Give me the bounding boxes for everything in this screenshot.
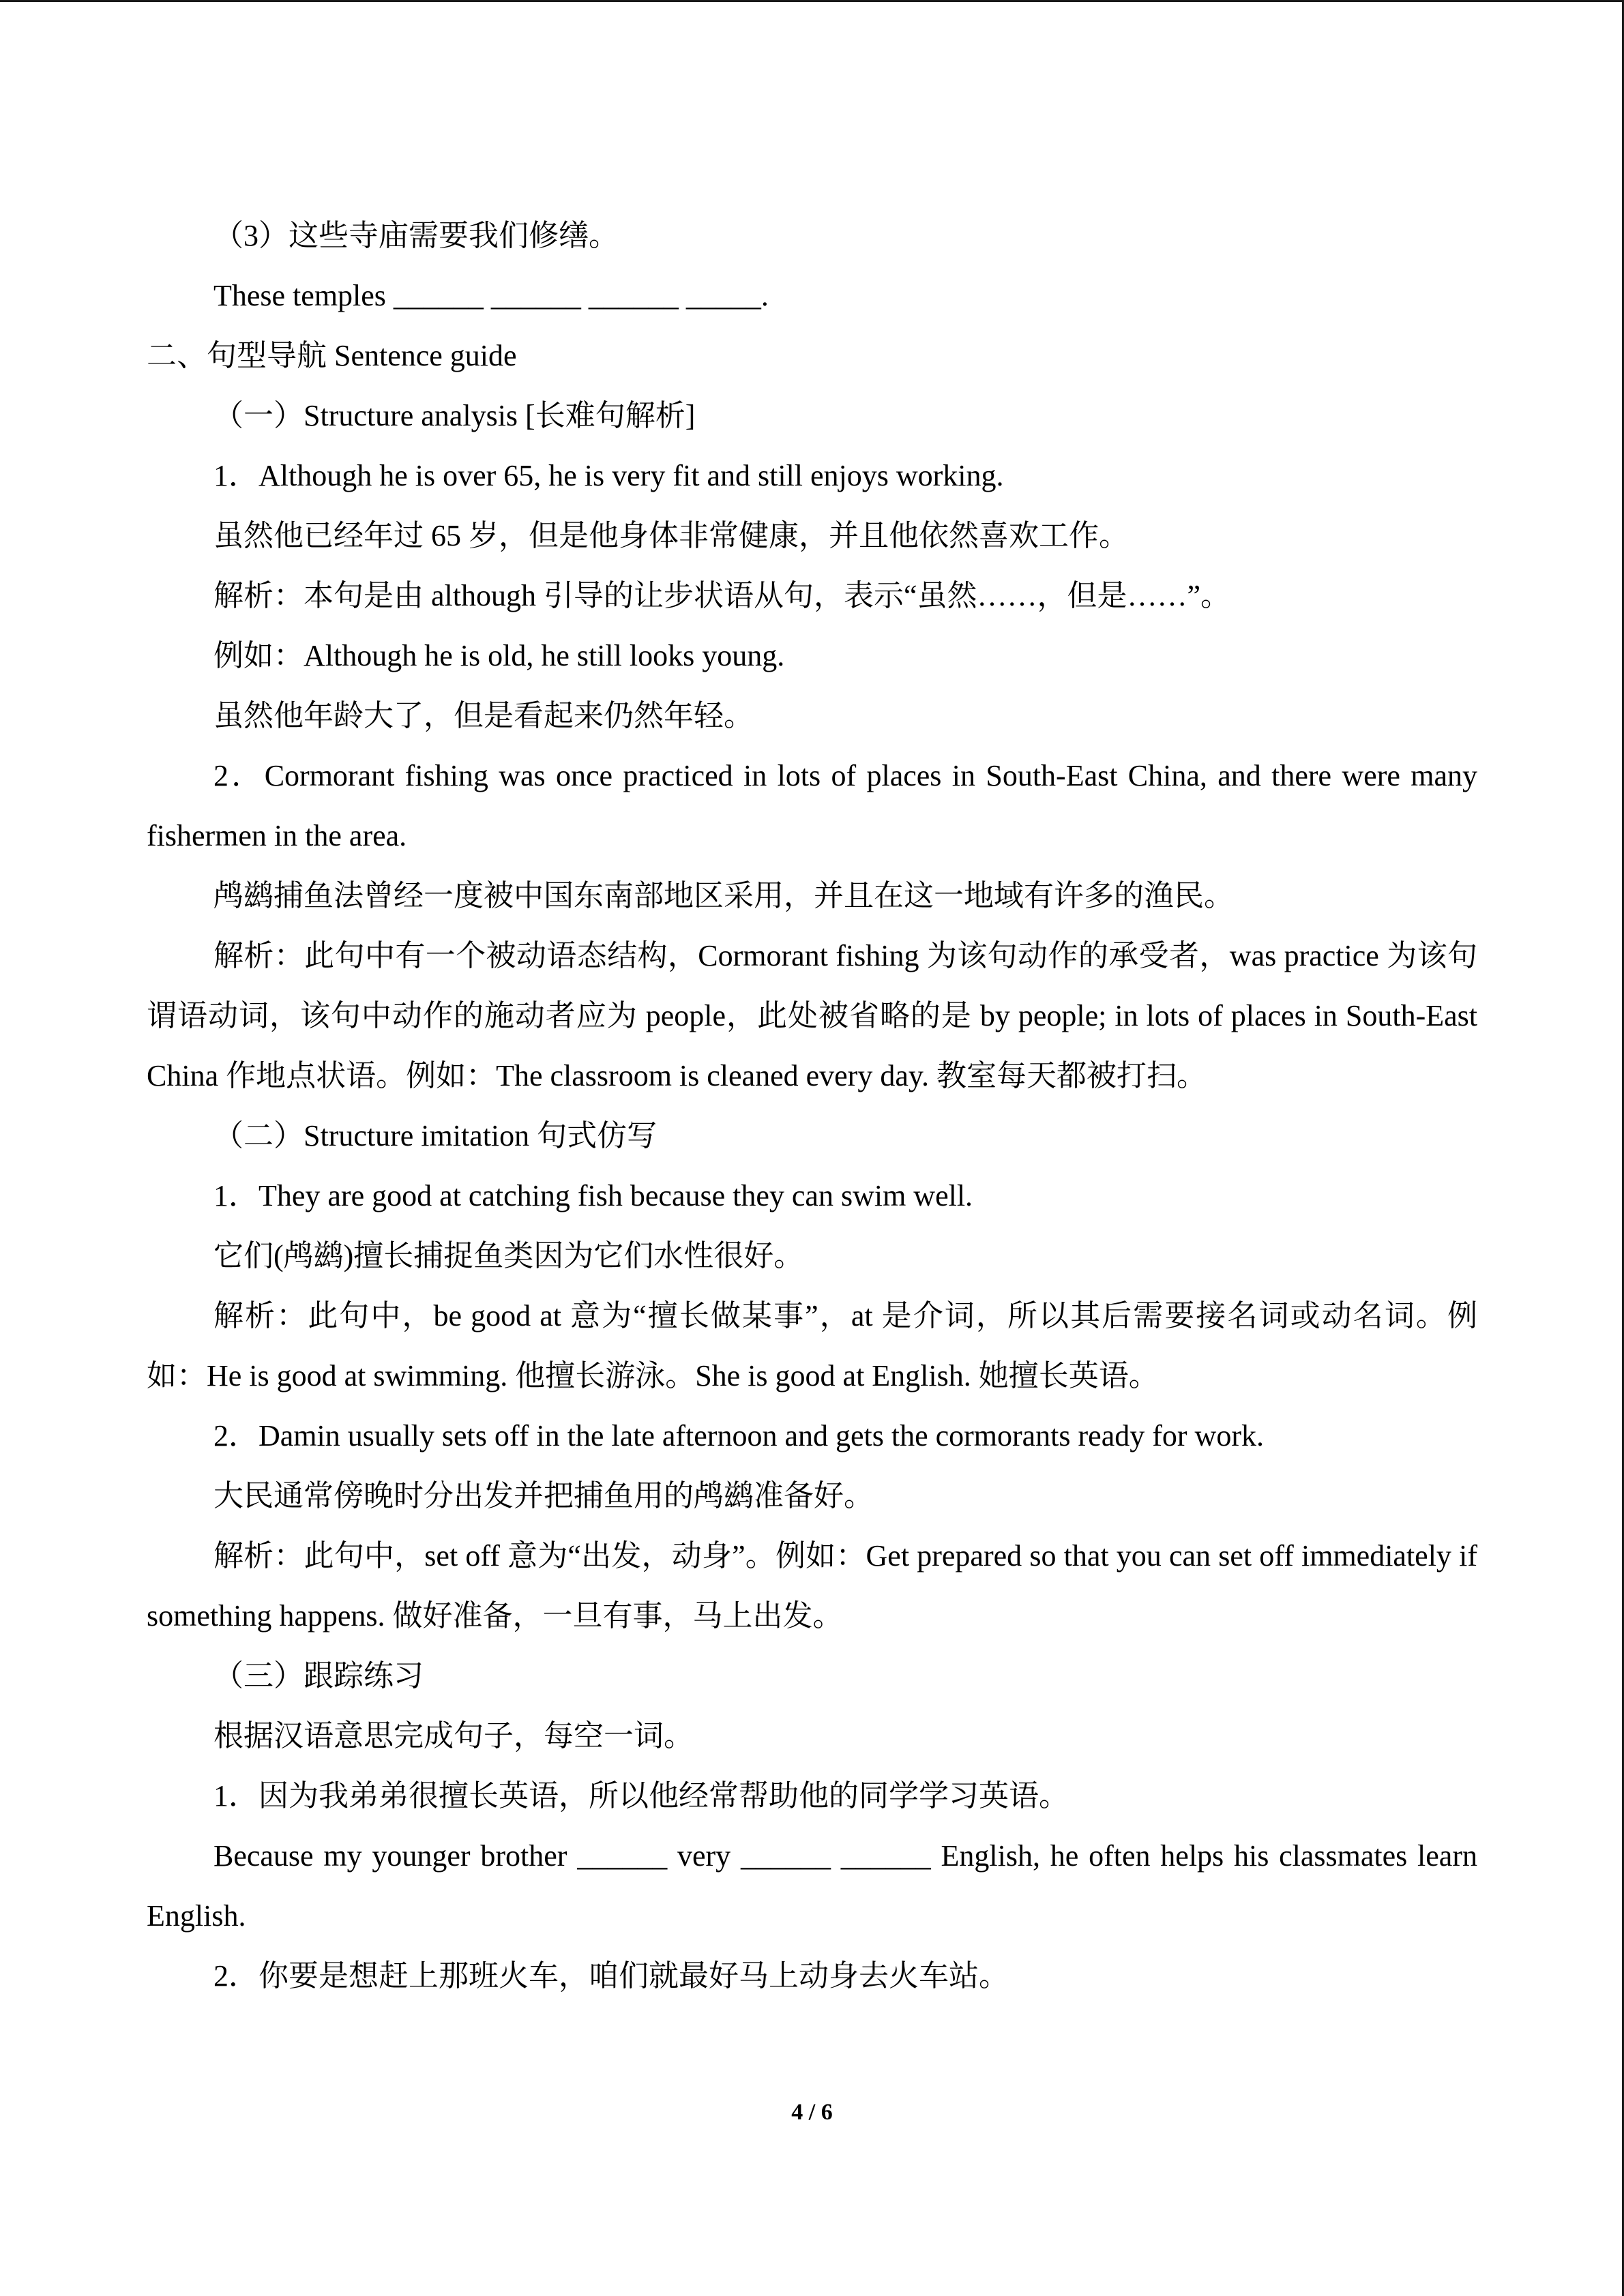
exercise-instructions: 根据汉语意思完成句子，每空一词。 bbox=[213, 1719, 694, 1753]
exercise-blank-1: Because my younger brother ______ very ______ ______ English, he often helps his classmates learn English. bbox=[147, 1839, 1477, 1933]
document-body bbox=[147, 206, 1477, 2006]
analysis-1: 解析：本句是由 although 引导的让步状语从句，表示“虽然……，但是……”。 bbox=[213, 579, 1231, 612]
exercise-item-3: （3）这些寺庙需要我们修缮。 bbox=[213, 219, 619, 252]
fill-in-blank-line: These temples ______ ______ ______ _____. bbox=[213, 279, 769, 312]
imitation-translation-2: 大民通常傍晚时分出发并把捕鱼用的鸬鹚准备好。 bbox=[213, 1479, 874, 1512]
imitation-sentence-1: 1．They are good at catching fish because they can swim well. bbox=[213, 1179, 973, 1212]
page-number: 4 / 6 bbox=[791, 2100, 833, 2125]
example-sentence-2: 2．Cormorant fishing was once practiced in lots of places in South-East China, and there were many fishermen in the area. bbox=[147, 759, 1477, 852]
exercise-question-2: 2．你要是想赶上那班火车，咱们就最好马上动身去火车站。 bbox=[213, 1959, 1009, 1993]
example-1: 例如：Although he is old, he still looks young. bbox=[213, 639, 785, 672]
translation-1: 虽然他已经年过 65 岁，但是他身体非常健康，并且他依然喜欢工作。 bbox=[213, 519, 1129, 552]
imitation-sentence-2: 2．Damin usually sets off in the late afternoon and gets the cormorants ready for work. bbox=[213, 1419, 1264, 1452]
subsection-heading-3: （三）跟踪练习 bbox=[213, 1659, 424, 1693]
translation-2: 鸬鹚捕鱼法曾经一度被中国东南部地区采用，并且在这一地域有许多的渔民。 bbox=[213, 879, 1234, 912]
imitation-translation-1: 它们(鸬鹚)擅长捕捉鱼类因为它们水性很好。 bbox=[213, 1239, 804, 1272]
example-sentence-1: 1．Although he is over 65, he is very fit and still enjoys working. bbox=[213, 459, 1004, 492]
section-heading: 二、句型导航 Sentence guide bbox=[147, 339, 517, 372]
subsection-heading-1: （一）Structure analysis [长难句解析] bbox=[213, 399, 696, 432]
imitation-analysis-1: 解析：此句中，be good at 意为“擅长做某事”，at 是介词，所以其后需要接名词或动名词。例如：He is good at swimming. 他擅长游泳。She is good at English. 她擅长英语。 bbox=[147, 1299, 1477, 1392]
page-top-border bbox=[0, 0, 1624, 2]
example-translation-1: 虽然他年龄大了，但是看起来仍然年轻。 bbox=[213, 699, 754, 732]
analysis-2: 解析：此句中有一个被动语态结构，Cormorant fishing 为该句动作的承受者，was practice 为该句谓语动词，该句中动作的施动者应为 people，此处被省略的是 by people; in lots of places in South-East China 作地点状语。例如：The classroom is cleaned every day. 教室每天都被打扫。 bbox=[147, 939, 1477, 1092]
imitation-analysis-2: 解析：此句中，set off 意为“出发，动身”。例如：Get prepared so that you can set off immediately if something happens. 做好准备，一旦有事，马上出发。 bbox=[147, 1539, 1477, 1632]
exercise-question-1: 1．因为我弟弟很擅长英语，所以他经常帮助他的同学学习英语。 bbox=[213, 1779, 1069, 1813]
subsection-heading-2: （二）Structure imitation 句式仿写 bbox=[213, 1119, 658, 1152]
